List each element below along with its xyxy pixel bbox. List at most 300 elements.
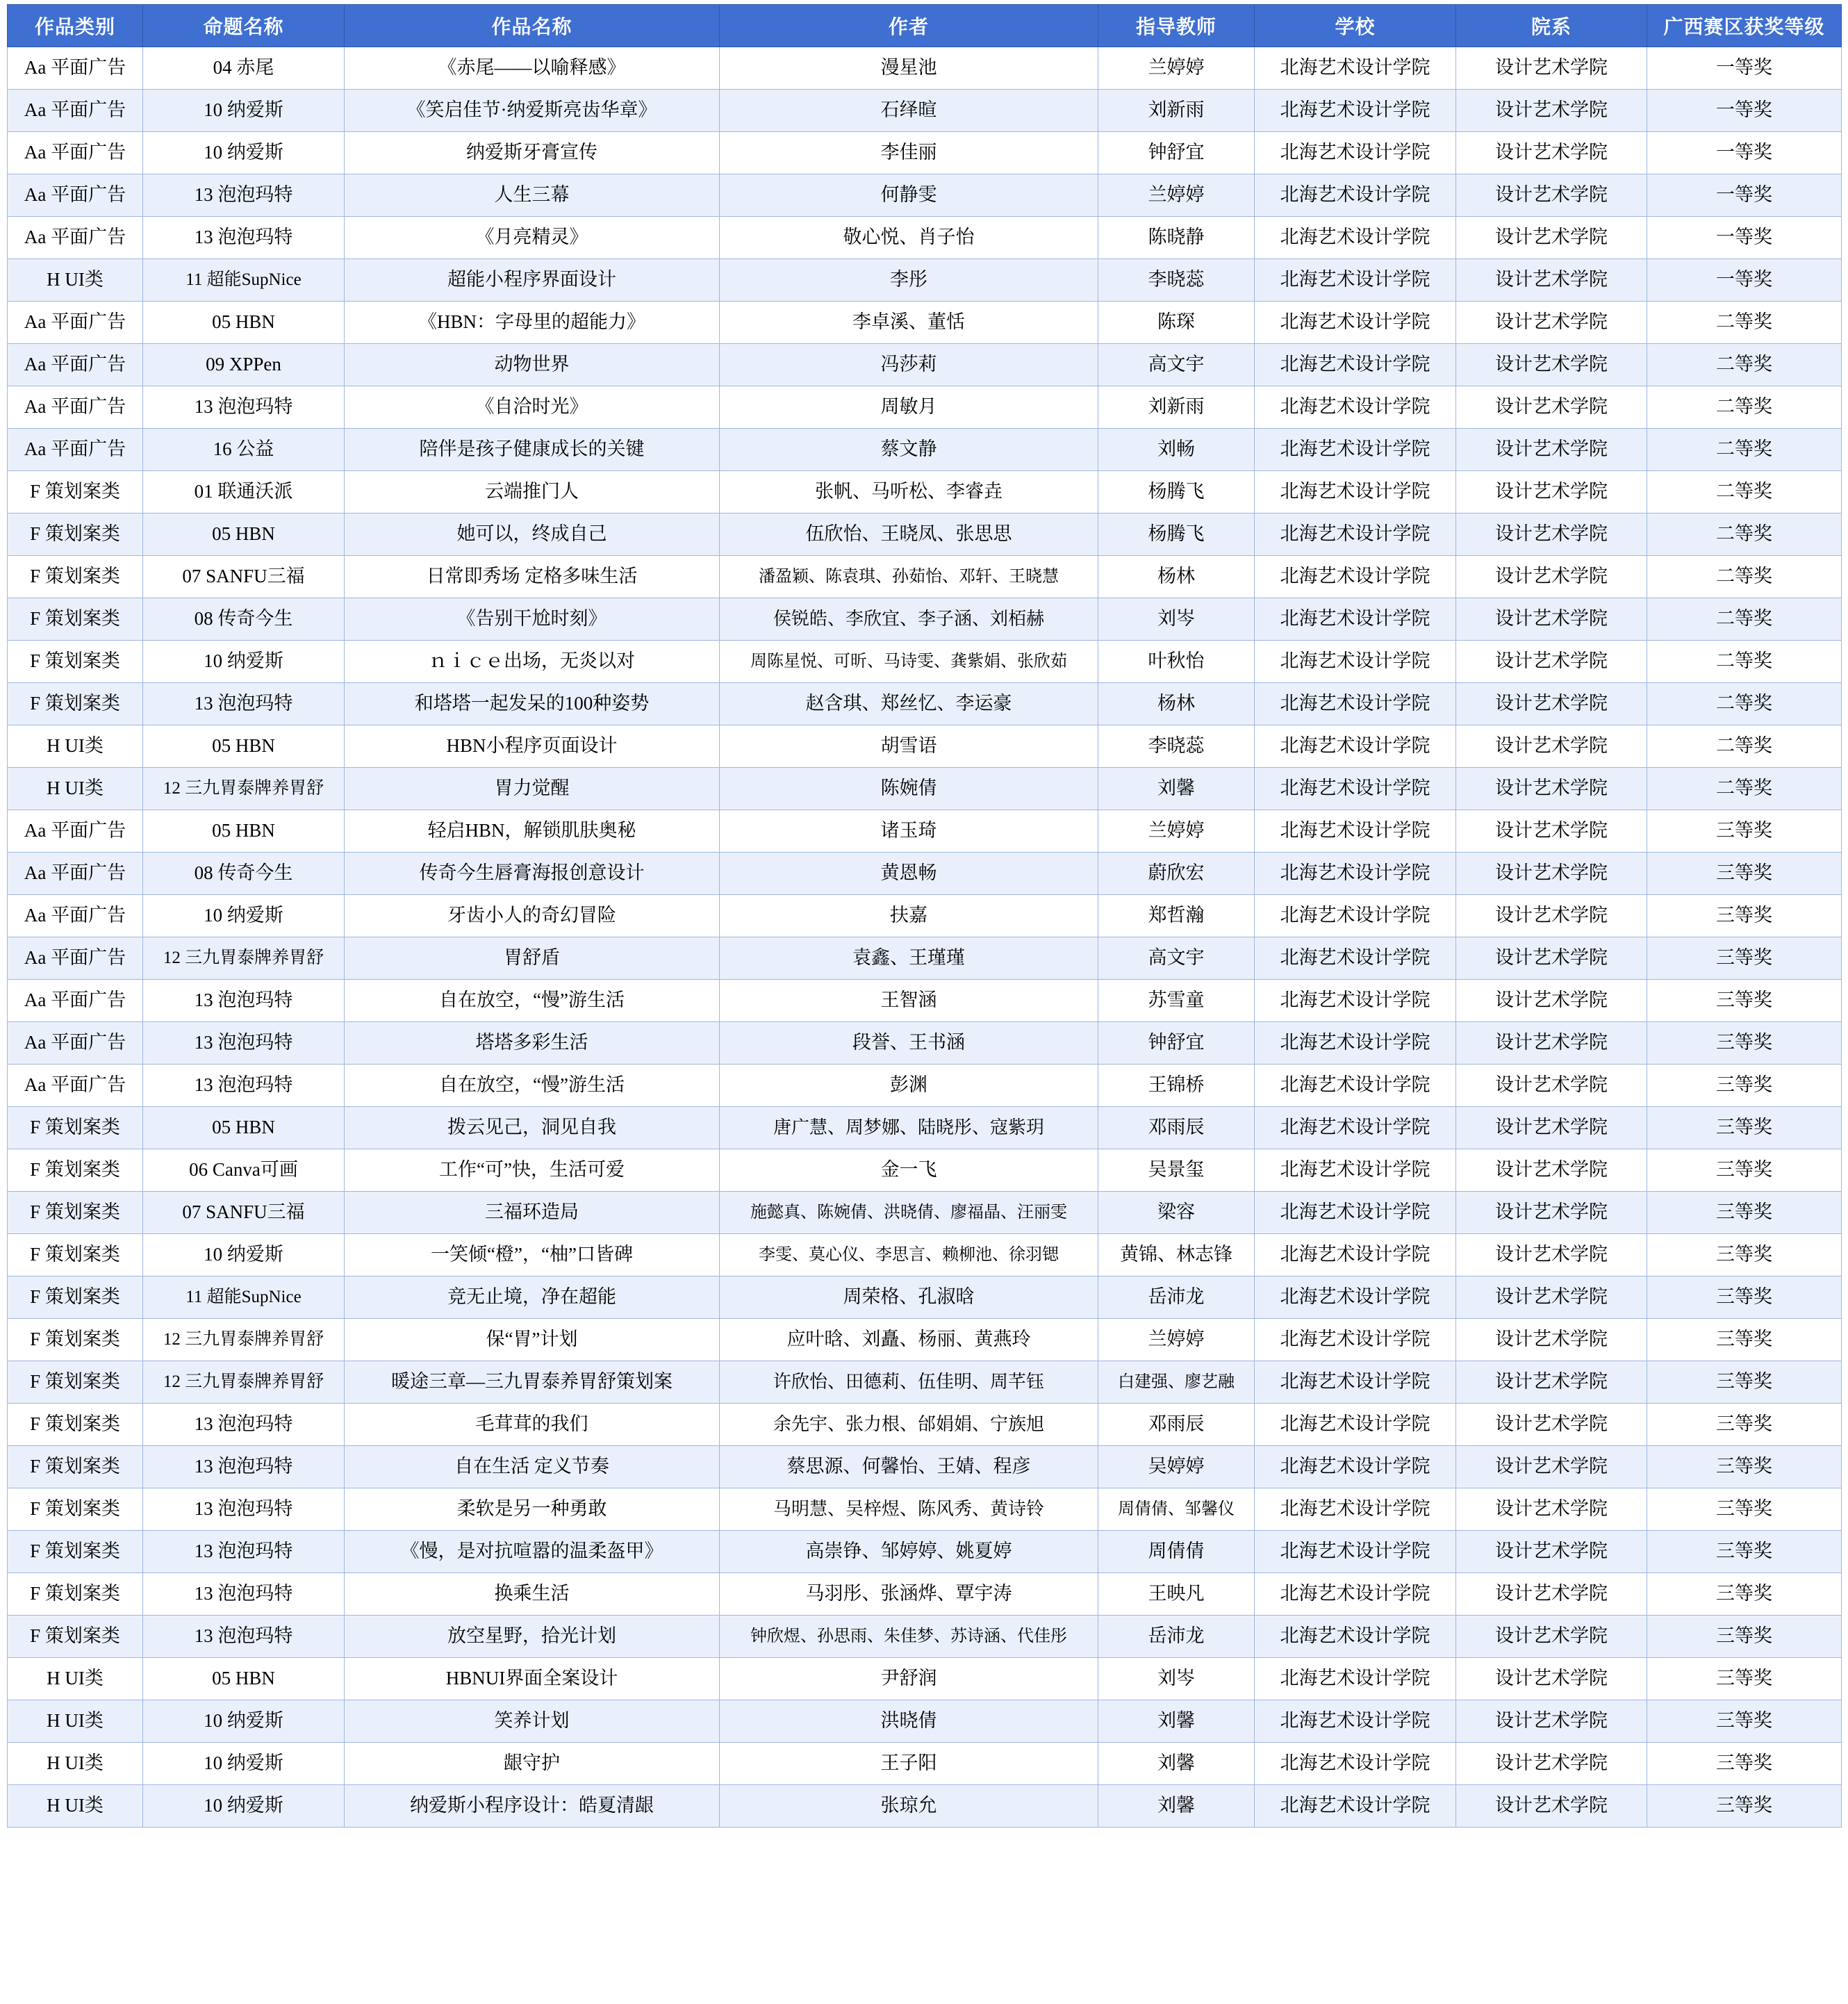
cell-advisor: 钟舒宜 — [1098, 132, 1255, 174]
cell-school: 北海艺术设计学院 — [1255, 302, 1456, 344]
cell-advisor: 王锦桥 — [1098, 1065, 1255, 1107]
cell-work-title: 三福环造局 — [345, 1192, 720, 1234]
table-row — [8, 810, 1842, 853]
cell-topic: 07 SANFU三福 — [143, 556, 345, 598]
cell-award-level: 三等奖 — [1647, 1107, 1842, 1149]
cell-work-title: 云端推门人 — [345, 471, 720, 514]
cell-authors: 段誉、王书涵 — [720, 1022, 1098, 1065]
cell-work-title: 《自洽时光》 — [345, 386, 720, 429]
cell-department: 设计艺术学院 — [1456, 174, 1647, 217]
cell-award-level: 三等奖 — [1647, 1658, 1842, 1700]
cell-award-level: 三等奖 — [1647, 1700, 1842, 1743]
cell-category: F 策划案类 — [8, 1404, 143, 1446]
cell-award-level: 三等奖 — [1647, 1531, 1842, 1573]
table-row — [8, 1531, 1842, 1573]
cell-authors: 侯锐皓、李欣宜、李子涵、刘栢赫 — [720, 598, 1098, 641]
cell-work-title: HBN小程序页面设计 — [345, 725, 720, 768]
cell-school: 北海艺术设计学院 — [1255, 1785, 1456, 1828]
cell-award-level: 一等奖 — [1647, 174, 1842, 217]
table-row — [8, 1488, 1842, 1531]
cell-authors: 蔡思源、何馨怡、王婧、程彦 — [720, 1446, 1098, 1488]
cell-work-title: 竞无止境，净在超能 — [345, 1276, 720, 1319]
cell-authors: 高崇铮、邹婷婷、姚夏婷 — [720, 1531, 1098, 1573]
cell-school: 北海艺术设计学院 — [1255, 1743, 1456, 1785]
cell-work-title: 《笑启佳节·纳爱斯亮齿华章》 — [345, 90, 720, 132]
cell-topic: 01 联通沃派 — [143, 471, 345, 514]
cell-award-level: 二等奖 — [1647, 725, 1842, 768]
cell-advisor: 白建强、廖艺融 — [1098, 1361, 1255, 1404]
table-row — [8, 90, 1842, 132]
cell-department: 设计艺术学院 — [1456, 1700, 1647, 1743]
cell-school: 北海艺术设计学院 — [1255, 1192, 1456, 1234]
cell-advisor: 刘岑 — [1098, 1658, 1255, 1700]
cell-work-title: 日常即秀场 定格多味生活 — [345, 556, 720, 598]
table-row — [8, 302, 1842, 344]
cell-advisor: 周倩倩 — [1098, 1531, 1255, 1573]
cell-school: 北海艺术设计学院 — [1255, 598, 1456, 641]
cell-authors: 胡雪语 — [720, 725, 1098, 768]
cell-work-title: 龈守护 — [345, 1743, 720, 1785]
table-body — [8, 47, 1842, 1828]
cell-category: Aa 平面广告 — [8, 90, 143, 132]
cell-school: 北海艺术设计学院 — [1255, 90, 1456, 132]
cell-authors: 许欣怡、田德莉、伍佳明、周芊钰 — [720, 1361, 1098, 1404]
cell-authors: 李卓溪、董恬 — [720, 302, 1098, 344]
cell-school: 北海艺术设计学院 — [1255, 1404, 1456, 1446]
cell-school: 北海艺术设计学院 — [1255, 810, 1456, 853]
cell-department: 设计艺术学院 — [1456, 810, 1647, 853]
cell-school: 北海艺术设计学院 — [1255, 514, 1456, 556]
cell-school: 北海艺术设计学院 — [1255, 725, 1456, 768]
cell-category: F 策划案类 — [8, 556, 143, 598]
cell-award-level: 三等奖 — [1647, 1276, 1842, 1319]
cell-work-title: 保“胃”计划 — [345, 1319, 720, 1361]
cell-authors: 金一飞 — [720, 1149, 1098, 1192]
cell-school: 北海艺术设计学院 — [1255, 1107, 1456, 1149]
cell-topic: 13 泡泡玛特 — [143, 980, 345, 1022]
cell-work-title: 塔塔多彩生活 — [345, 1022, 720, 1065]
header-cell-department: 院系 — [1456, 5, 1647, 47]
cell-advisor: 邓雨辰 — [1098, 1107, 1255, 1149]
cell-category: F 策划案类 — [8, 1573, 143, 1616]
cell-topic: 08 传奇今生 — [143, 853, 345, 895]
cell-advisor: 刘岑 — [1098, 598, 1255, 641]
cell-award-level: 三等奖 — [1647, 1616, 1842, 1658]
cell-topic: 12 三九胃泰牌养胃舒 — [143, 1361, 345, 1404]
cell-advisor: 邓雨辰 — [1098, 1404, 1255, 1446]
cell-advisor: 李晓蕊 — [1098, 259, 1255, 302]
cell-topic: 10 纳爱斯 — [143, 1785, 345, 1828]
table-row — [8, 1065, 1842, 1107]
cell-authors: 诸玉琦 — [720, 810, 1098, 853]
cell-award-level: 三等奖 — [1647, 810, 1842, 853]
cell-department: 设计艺术学院 — [1456, 344, 1647, 386]
cell-advisor: 周倩倩、邹馨仪 — [1098, 1488, 1255, 1531]
table-header — [8, 5, 1842, 47]
cell-award-level: 二等奖 — [1647, 386, 1842, 429]
cell-award-level: 三等奖 — [1647, 1785, 1842, 1828]
header-cell-work-title: 作品名称 — [345, 5, 720, 47]
cell-work-title: 超能小程序界面设计 — [345, 259, 720, 302]
cell-award-level: 二等奖 — [1647, 768, 1842, 810]
cell-topic: 11 超能SupNice — [143, 259, 345, 302]
cell-school: 北海艺术设计学院 — [1255, 1022, 1456, 1065]
cell-topic: 13 泡泡玛特 — [143, 1446, 345, 1488]
cell-work-title: 《告别干尬时刻》 — [345, 598, 720, 641]
cell-authors: 周敏月 — [720, 386, 1098, 429]
cell-department: 设计艺术学院 — [1456, 1107, 1647, 1149]
cell-topic: 10 纳爱斯 — [143, 641, 345, 683]
cell-work-title: 纳爱斯小程序设计：皓夏清龈 — [345, 1785, 720, 1828]
table-row — [8, 259, 1842, 302]
cell-advisor: 叶秋怡 — [1098, 641, 1255, 683]
cell-topic: 08 传奇今生 — [143, 598, 345, 641]
cell-topic: 05 HBN — [143, 1658, 345, 1700]
cell-category: F 策划案类 — [8, 471, 143, 514]
cell-work-title: 工作“可”快，生活可爱 — [345, 1149, 720, 1192]
cell-authors: 伍欣怡、王晓凤、张思思 — [720, 514, 1098, 556]
table-row — [8, 344, 1842, 386]
header-row — [8, 5, 1842, 47]
cell-category: F 策划案类 — [8, 1234, 143, 1276]
cell-category: F 策划案类 — [8, 1616, 143, 1658]
cell-work-title: 柔软是另一种勇敢 — [345, 1488, 720, 1531]
cell-work-title: 和塔塔一起发呆的100种姿势 — [345, 683, 720, 725]
cell-authors: 蔡文静 — [720, 429, 1098, 471]
cell-award-level: 三等奖 — [1647, 1446, 1842, 1488]
cell-advisor: 李晓蕊 — [1098, 725, 1255, 768]
cell-work-title: 一笑倾“橙”，“柚”口皆碑 — [345, 1234, 720, 1276]
cell-department: 设计艺术学院 — [1456, 1785, 1647, 1828]
cell-department: 设计艺术学院 — [1456, 1192, 1647, 1234]
table-row — [8, 1446, 1842, 1488]
cell-category: H UI类 — [8, 259, 143, 302]
cell-authors: 王子阳 — [720, 1743, 1098, 1785]
cell-advisor: 高文宇 — [1098, 937, 1255, 980]
cell-topic: 13 泡泡玛特 — [143, 217, 345, 259]
cell-work-title: 她可以，终成自己 — [345, 514, 720, 556]
table-row — [8, 725, 1842, 768]
cell-category: Aa 平面广告 — [8, 344, 143, 386]
cell-school: 北海艺术设计学院 — [1255, 1319, 1456, 1361]
cell-authors: 应叶晗、刘矗、杨丽、黄燕玲 — [720, 1319, 1098, 1361]
cell-department: 设计艺术学院 — [1456, 132, 1647, 174]
cell-authors: 陈婉倩 — [720, 768, 1098, 810]
cell-category: F 策划案类 — [8, 1361, 143, 1404]
cell-topic: 13 泡泡玛特 — [143, 683, 345, 725]
cell-authors: 周陈星悦、可昕、马诗雯、龚紫娟、张欣茹 — [720, 641, 1098, 683]
cell-department: 设计艺术学院 — [1456, 980, 1647, 1022]
cell-topic: 05 HBN — [143, 1107, 345, 1149]
cell-category: Aa 平面广告 — [8, 1065, 143, 1107]
cell-department: 设计艺术学院 — [1456, 725, 1647, 768]
cell-authors: 周荣格、孔淑晗 — [720, 1276, 1098, 1319]
cell-advisor: 岳沛龙 — [1098, 1616, 1255, 1658]
cell-advisor: 杨林 — [1098, 683, 1255, 725]
cell-award-level: 二等奖 — [1647, 598, 1842, 641]
cell-award-level: 一等奖 — [1647, 47, 1842, 90]
cell-school: 北海艺术设计学院 — [1255, 1573, 1456, 1616]
table-row — [8, 1616, 1842, 1658]
cell-department: 设计艺术学院 — [1456, 302, 1647, 344]
cell-authors: 张帆、马听松、李睿垚 — [720, 471, 1098, 514]
table-row — [8, 641, 1842, 683]
cell-school: 北海艺术设计学院 — [1255, 980, 1456, 1022]
cell-category: Aa 平面广告 — [8, 217, 143, 259]
table-row — [8, 1658, 1842, 1700]
cell-authors: 冯莎莉 — [720, 344, 1098, 386]
cell-work-title: 《赤尾——以喻释感》 — [345, 47, 720, 90]
cell-advisor: 王映凡 — [1098, 1573, 1255, 1616]
cell-category: F 策划案类 — [8, 1531, 143, 1573]
cell-department: 设计艺术学院 — [1456, 259, 1647, 302]
cell-advisor: 杨腾飞 — [1098, 514, 1255, 556]
cell-department: 设计艺术学院 — [1456, 1616, 1647, 1658]
cell-department: 设计艺术学院 — [1456, 1065, 1647, 1107]
cell-authors: 李彤 — [720, 259, 1098, 302]
table-row — [8, 1700, 1842, 1743]
table-row — [8, 386, 1842, 429]
cell-authors: 漫星池 — [720, 47, 1098, 90]
cell-category: F 策划案类 — [8, 1319, 143, 1361]
cell-category: Aa 平面广告 — [8, 937, 143, 980]
table-row — [8, 217, 1842, 259]
cell-authors: 洪晓倩 — [720, 1700, 1098, 1743]
cell-authors: 唐广慧、周梦娜、陆晓彤、寇紫玥 — [720, 1107, 1098, 1149]
cell-advisor: 吴景玺 — [1098, 1149, 1255, 1192]
cell-work-title: 笑养计划 — [345, 1700, 720, 1743]
cell-category: F 策划案类 — [8, 598, 143, 641]
cell-authors: 彭渊 — [720, 1065, 1098, 1107]
cell-advisor: 刘馨 — [1098, 768, 1255, 810]
cell-school: 北海艺术设计学院 — [1255, 1234, 1456, 1276]
cell-department: 设计艺术学院 — [1456, 937, 1647, 980]
cell-work-title: ｎｉｃｅ出场，无炎以对 — [345, 641, 720, 683]
cell-school: 北海艺术设计学院 — [1255, 1531, 1456, 1573]
cell-topic: 13 泡泡玛特 — [143, 1022, 345, 1065]
cell-award-level: 三等奖 — [1647, 1743, 1842, 1785]
cell-school: 北海艺术设计学院 — [1255, 1488, 1456, 1531]
header-cell-topic: 命题名称 — [143, 5, 345, 47]
cell-department: 设计艺术学院 — [1456, 895, 1647, 937]
header-cell-award-level: 广西赛区获奖等级 — [1647, 5, 1842, 47]
cell-category: F 策划案类 — [8, 1446, 143, 1488]
cell-category: F 策划案类 — [8, 1276, 143, 1319]
cell-award-level: 三等奖 — [1647, 980, 1842, 1022]
cell-topic: 10 纳爱斯 — [143, 1743, 345, 1785]
cell-school: 北海艺术设计学院 — [1255, 259, 1456, 302]
cell-department: 设计艺术学院 — [1456, 853, 1647, 895]
cell-topic: 10 纳爱斯 — [143, 90, 345, 132]
cell-school: 北海艺术设计学院 — [1255, 429, 1456, 471]
cell-school: 北海艺术设计学院 — [1255, 1149, 1456, 1192]
cell-category: F 策划案类 — [8, 1149, 143, 1192]
header-cell-authors: 作者 — [720, 5, 1098, 47]
cell-department: 设计艺术学院 — [1456, 1149, 1647, 1192]
cell-school: 北海艺术设计学院 — [1255, 853, 1456, 895]
table-row — [8, 471, 1842, 514]
cell-category: F 策划案类 — [8, 1488, 143, 1531]
cell-department: 设计艺术学院 — [1456, 1234, 1647, 1276]
cell-category: F 策划案类 — [8, 1107, 143, 1149]
cell-work-title: 牙齿小人的奇幻冒险 — [345, 895, 720, 937]
cell-category: H UI类 — [8, 768, 143, 810]
cell-award-level: 二等奖 — [1647, 344, 1842, 386]
cell-advisor: 钟舒宜 — [1098, 1022, 1255, 1065]
cell-department: 设计艺术学院 — [1456, 217, 1647, 259]
cell-authors: 赵含琪、郑丝忆、李运豪 — [720, 683, 1098, 725]
cell-award-level: 三等奖 — [1647, 1065, 1842, 1107]
cell-work-title: 胃舒盾 — [345, 937, 720, 980]
award-table — [7, 4, 1842, 1828]
cell-department: 设计艺术学院 — [1456, 386, 1647, 429]
cell-school: 北海艺术设计学院 — [1255, 217, 1456, 259]
cell-award-level: 二等奖 — [1647, 683, 1842, 725]
table-row — [8, 1319, 1842, 1361]
cell-topic: 06 Canva可画 — [143, 1149, 345, 1192]
cell-category: Aa 平面广告 — [8, 980, 143, 1022]
cell-topic: 12 三九胃泰牌养胃舒 — [143, 768, 345, 810]
table-row — [8, 683, 1842, 725]
cell-department: 设计艺术学院 — [1456, 1404, 1647, 1446]
cell-authors: 黄恩畅 — [720, 853, 1098, 895]
cell-school: 北海艺术设计学院 — [1255, 1700, 1456, 1743]
cell-department: 设计艺术学院 — [1456, 514, 1647, 556]
cell-topic: 05 HBN — [143, 302, 345, 344]
cell-authors: 王智涵 — [720, 980, 1098, 1022]
cell-school: 北海艺术设计学院 — [1255, 556, 1456, 598]
cell-advisor: 兰婷婷 — [1098, 1319, 1255, 1361]
cell-category: Aa 平面广告 — [8, 302, 143, 344]
table-row — [8, 429, 1842, 471]
cell-category: Aa 平面广告 — [8, 132, 143, 174]
cell-topic: 13 泡泡玛特 — [143, 1573, 345, 1616]
cell-school: 北海艺术设计学院 — [1255, 1276, 1456, 1319]
table-row — [8, 556, 1842, 598]
cell-award-level: 二等奖 — [1647, 302, 1842, 344]
cell-topic: 12 三九胃泰牌养胃舒 — [143, 937, 345, 980]
cell-category: H UI类 — [8, 725, 143, 768]
cell-school: 北海艺术设计学院 — [1255, 1361, 1456, 1404]
cell-award-level: 三等奖 — [1647, 1234, 1842, 1276]
cell-advisor: 刘馨 — [1098, 1743, 1255, 1785]
cell-award-level: 一等奖 — [1647, 259, 1842, 302]
cell-department: 设计艺术学院 — [1456, 1658, 1647, 1700]
cell-school: 北海艺术设计学院 — [1255, 344, 1456, 386]
cell-department: 设计艺术学院 — [1456, 1022, 1647, 1065]
cell-advisor: 梁容 — [1098, 1192, 1255, 1234]
cell-authors: 钟欣煜、孙思雨、朱佳梦、苏诗涵、代佳彤 — [720, 1616, 1098, 1658]
cell-work-title: HBNUI界面全案设计 — [345, 1658, 720, 1700]
cell-department: 设计艺术学院 — [1456, 1743, 1647, 1785]
cell-authors: 余先宇、张力根、邰娟娟、宁族旭 — [720, 1404, 1098, 1446]
header-cell-category: 作品类别 — [8, 5, 143, 47]
cell-category: H UI类 — [8, 1785, 143, 1828]
cell-topic: 05 HBN — [143, 725, 345, 768]
cell-award-level: 三等奖 — [1647, 1404, 1842, 1446]
table-row — [8, 980, 1842, 1022]
cell-work-title: 自在放空，“慢”游生活 — [345, 980, 720, 1022]
cell-category: H UI类 — [8, 1700, 143, 1743]
table-row — [8, 1022, 1842, 1065]
cell-authors: 尹舒润 — [720, 1658, 1098, 1700]
cell-category: H UI类 — [8, 1658, 143, 1700]
cell-advisor: 杨林 — [1098, 556, 1255, 598]
table-row — [8, 47, 1842, 90]
table-row — [8, 1234, 1842, 1276]
cell-category: Aa 平面广告 — [8, 895, 143, 937]
cell-department: 设计艺术学院 — [1456, 429, 1647, 471]
cell-topic: 10 纳爱斯 — [143, 132, 345, 174]
cell-advisor: 陈晓静 — [1098, 217, 1255, 259]
cell-category: Aa 平面广告 — [8, 853, 143, 895]
cell-school: 北海艺术设计学院 — [1255, 132, 1456, 174]
cell-advisor: 刘馨 — [1098, 1785, 1255, 1828]
cell-advisor: 刘新雨 — [1098, 90, 1255, 132]
cell-department: 设计艺术学院 — [1456, 1361, 1647, 1404]
cell-school: 北海艺术设计学院 — [1255, 174, 1456, 217]
cell-category: H UI类 — [8, 1743, 143, 1785]
cell-department: 设计艺术学院 — [1456, 768, 1647, 810]
cell-authors: 李雯、莫心仪、李思言、赖柳池、徐羽锶 — [720, 1234, 1098, 1276]
cell-topic: 13 泡泡玛特 — [143, 174, 345, 217]
cell-award-level: 三等奖 — [1647, 1488, 1842, 1531]
cell-authors: 施懿真、陈婉倩、洪晓倩、廖福晶、汪丽雯 — [720, 1192, 1098, 1234]
cell-authors: 石绎暄 — [720, 90, 1098, 132]
cell-award-level: 一等奖 — [1647, 90, 1842, 132]
cell-award-level: 三等奖 — [1647, 1573, 1842, 1616]
cell-work-title: 自在放空，“慢”游生活 — [345, 1065, 720, 1107]
cell-advisor: 高文宇 — [1098, 344, 1255, 386]
cell-award-level: 三等奖 — [1647, 895, 1842, 937]
cell-award-level: 二等奖 — [1647, 471, 1842, 514]
cell-topic: 10 纳爱斯 — [143, 1234, 345, 1276]
cell-category: Aa 平面广告 — [8, 810, 143, 853]
cell-department: 设计艺术学院 — [1456, 1531, 1647, 1573]
cell-authors: 扶嘉 — [720, 895, 1098, 937]
cell-department: 设计艺术学院 — [1456, 47, 1647, 90]
cell-topic: 07 SANFU三福 — [143, 1192, 345, 1234]
cell-category: F 策划案类 — [8, 641, 143, 683]
cell-school: 北海艺术设计学院 — [1255, 768, 1456, 810]
cell-category: F 策划案类 — [8, 514, 143, 556]
cell-authors: 袁鑫、王瑾瑾 — [720, 937, 1098, 980]
cell-topic: 13 泡泡玛特 — [143, 386, 345, 429]
cell-advisor: 苏雪童 — [1098, 980, 1255, 1022]
cell-award-level: 二等奖 — [1647, 514, 1842, 556]
table-row — [8, 895, 1842, 937]
cell-topic: 10 纳爱斯 — [143, 895, 345, 937]
cell-school: 北海艺术设计学院 — [1255, 1065, 1456, 1107]
cell-authors: 李佳丽 — [720, 132, 1098, 174]
cell-category: Aa 平面广告 — [8, 429, 143, 471]
cell-award-level: 一等奖 — [1647, 217, 1842, 259]
cell-department: 设计艺术学院 — [1456, 556, 1647, 598]
cell-award-level: 二等奖 — [1647, 641, 1842, 683]
cell-advisor: 陈琛 — [1098, 302, 1255, 344]
cell-topic: 05 HBN — [143, 514, 345, 556]
cell-work-title: 胃力觉醒 — [345, 768, 720, 810]
cell-department: 设计艺术学院 — [1456, 1573, 1647, 1616]
cell-work-title: 纳爱斯牙膏宣传 — [345, 132, 720, 174]
cell-school: 北海艺术设计学院 — [1255, 47, 1456, 90]
cell-work-title: 陪伴是孩子健康成长的关键 — [345, 429, 720, 471]
cell-school: 北海艺术设计学院 — [1255, 386, 1456, 429]
cell-work-title: 自在生活 定义节奏 — [345, 1446, 720, 1488]
table-row — [8, 1107, 1842, 1149]
cell-authors: 马明慧、吴梓煜、陈风秀、黄诗铃 — [720, 1488, 1098, 1531]
table-row — [8, 1276, 1842, 1319]
